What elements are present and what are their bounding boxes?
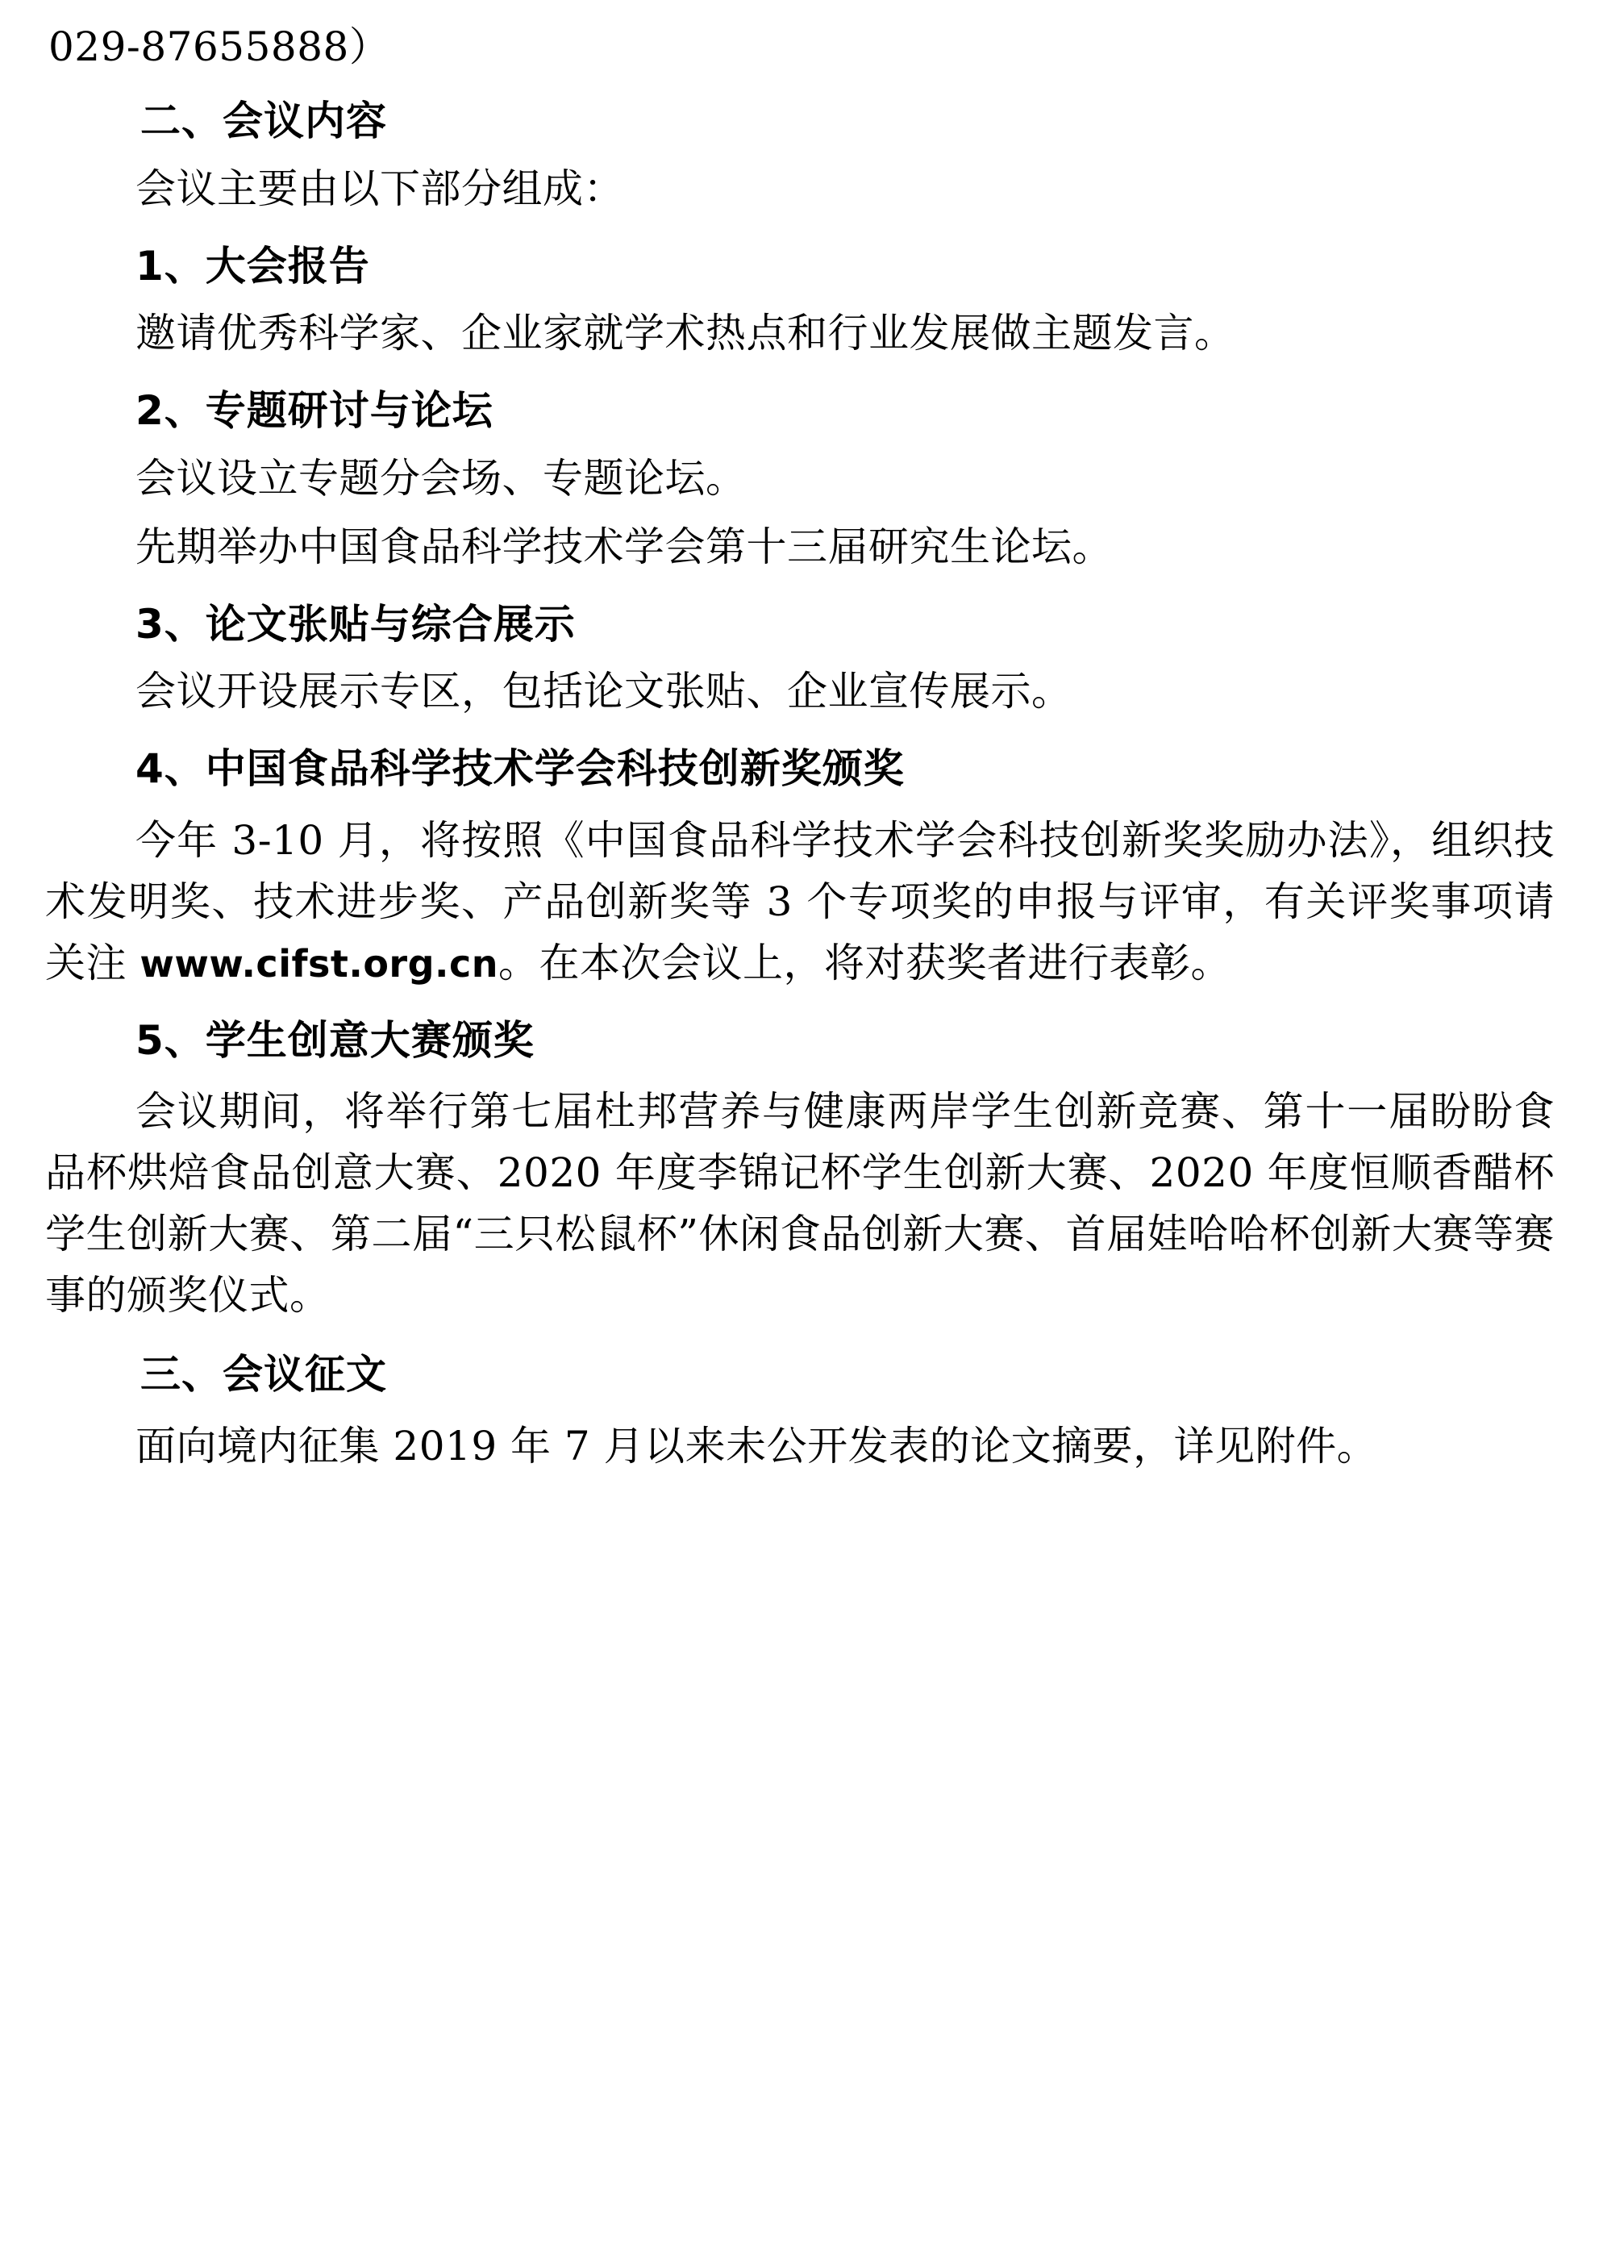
section-heading-call-for-papers: 三、会议征文 [140,1351,387,1398]
paragraph-item-5-1: 会议期间，将举行第七届杜邦营养与健康两岸学生创新竞赛、第十一届盼盼食品杯烘焙食品创意大赛、2020 年度李锦记杯学生创新大赛、2020 年度恒顺香醋杯学生创新大赛、第二届“三只松鼠杯”休闲食品创新大赛、首届娃哈哈杯创新大赛等赛事的颁奖仪式。 [45,1088,1555,1319]
paragraph-item-2-1: 会议设立专题分会场、专题论坛。 [135,454,747,502]
sub-heading-item-3: 3、论文张贴与综合展示 [135,600,576,648]
section-heading-meeting-content: 二、会议内容 [140,98,387,144]
document-body [45,23,1555,1477]
sub-heading-item-4: 4、中国食品科学技术学会科技创新奖颁奖 [135,745,905,792]
paragraph-item-4-text-post: 。在本次会议上，将对获奖者进行表彰。 [498,939,1232,986]
sub-heading-item-1: 1、大会报告 [135,242,370,290]
sub-heading-item-2: 2、专题研讨与论坛 [135,387,493,434]
paragraph-item-4-1 [45,810,1555,994]
paragraph-call-for-papers-1: 面向境内征集 2019 年 7 月以来未公开发表的论文摘要，详见附件。 [135,1422,1378,1470]
section-intro-paragraph: 会议主要由以下部分组成： [135,165,624,212]
paragraph-item-3-1: 会议开设展示专区，包括论文张贴、企业宣传展示。 [135,668,1072,715]
cifst-website-link[interactable]: www.cifst.org.cn [139,941,499,986]
page-top-fragment: 029-87655888） [48,23,390,70]
paragraph-item-2-2: 先期举办中国食品科学技术学会第十三届研究生论坛。 [135,523,1113,570]
sub-heading-item-5: 5、学生创意大赛颁奖 [135,1016,535,1064]
paragraph-item-4-text-pre: 今年 3-10 月，将按照《中国食品科学技术学会科技创新奖奖励办法》，组织技术发明奖、技术进步奖、产品创新奖等 3 个专项奖的申报与评审，有关评奖事项请关注 [45,816,1555,986]
paragraph-item-1-1: 邀请优秀科学家、企业家就学术热点和行业发展做主题发言。 [135,310,1235,356]
